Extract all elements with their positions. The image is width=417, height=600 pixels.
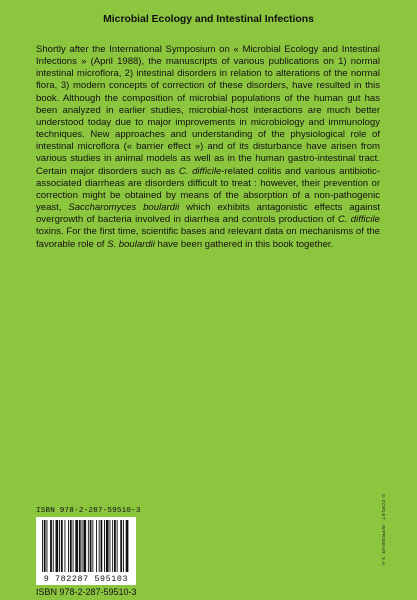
barcode-bar <box>96 520 97 572</box>
barcode-bar <box>110 520 111 572</box>
isbn-bottom-label: ISBN 978-2-287-59510-3 <box>36 587 137 597</box>
barcode-block <box>36 507 141 598</box>
barcode-bar <box>106 520 109 572</box>
barcode-bar <box>101 520 103 572</box>
blurb-segment: -related colitis and various antibiotic-associated diarrheas are disorders difficult to treat : however, their prevention or correction might be obtained by means of the absorption of a non-pathogenic yeast, <box>36 165 380 214</box>
barcode-bar <box>75 520 78 572</box>
barcode-bar <box>92 520 93 572</box>
barcode-bar <box>65 520 66 572</box>
barcode <box>36 517 136 585</box>
barcode-bar <box>123 520 124 572</box>
barcode-bar <box>59 520 60 572</box>
barcode-bar <box>44 520 46 572</box>
barcode-bar <box>117 520 118 572</box>
barcode-bar <box>82 520 83 572</box>
isbn-top-label: ISBN 978-2-287-59510-3 <box>36 507 141 515</box>
printer-mark: ⊙ CORLET - IMPRIMEUR, S.A. <box>381 494 386 567</box>
barcode-bar <box>99 520 100 572</box>
blurb-italic: C. difficile <box>337 214 380 226</box>
description-text <box>36 44 380 251</box>
barcode-bar <box>47 520 48 572</box>
barcode-bar <box>112 520 113 572</box>
barcode-bar <box>83 520 86 572</box>
barcode-bar <box>90 520 92 572</box>
barcode-bar <box>68 520 69 572</box>
blurb-segment: toxins. For the first time, scientific bases and relevant data on mechanisms of the favorable role of <box>36 226 380 250</box>
blurb-segment: Shortly after the International Symposium on « Microbial Ecology and Intestinal Infections » (April 1988), the manuscripts of various publications on 1) normal intestinal microflora, 2) intestinal disorders in relation to alterations of the normal flora, 3) modern concepts of correction of these disorders, have resulted in this book. Although the composition of microbial populations of the human gut has been analyzed in earlier studies, microbial-host interactions are much better understood today due to major improvements in microbiology and immunology techniques. New approaches and understanding of the physiological role of intestinal microflora (« barrier effect ») and of its disturbance have arisen from various studies in animal models as well as in the human gastro-intestinal tract. Certain major disorders such as <box>36 44 380 177</box>
barcode-bar <box>104 520 105 572</box>
barcode-bar <box>88 520 89 572</box>
blurb-segment: have been gathered in this book together. <box>154 238 334 250</box>
barcode-bar <box>126 520 129 572</box>
cover-title: Microbial Ecology and Intestinal Infections <box>103 14 314 25</box>
barcode-bar <box>70 520 72 572</box>
barcode-bar <box>42 520 43 572</box>
blurb-italic: C. difficile <box>178 165 222 177</box>
barcode-bar <box>79 520 81 572</box>
barcode-bars <box>40 520 132 572</box>
barcode-bar <box>56 520 59 572</box>
barcode-digits: 9 782287 595103 <box>43 574 129 584</box>
blurb-segment: which exhibits antagonistic effects against overgrowth of bacteria involved in diarrhea and controls production of <box>36 202 380 226</box>
barcode-bar <box>73 520 74 572</box>
barcode-bar <box>53 520 54 572</box>
barcode-bar <box>50 520 52 572</box>
barcode-bar <box>61 520 63 572</box>
barcode-bar <box>114 520 116 572</box>
blurb-italic: Saccharomyces boulardii <box>68 202 180 214</box>
barcode-bar <box>120 520 122 572</box>
blurb-italic: S. boulardii <box>107 238 155 250</box>
